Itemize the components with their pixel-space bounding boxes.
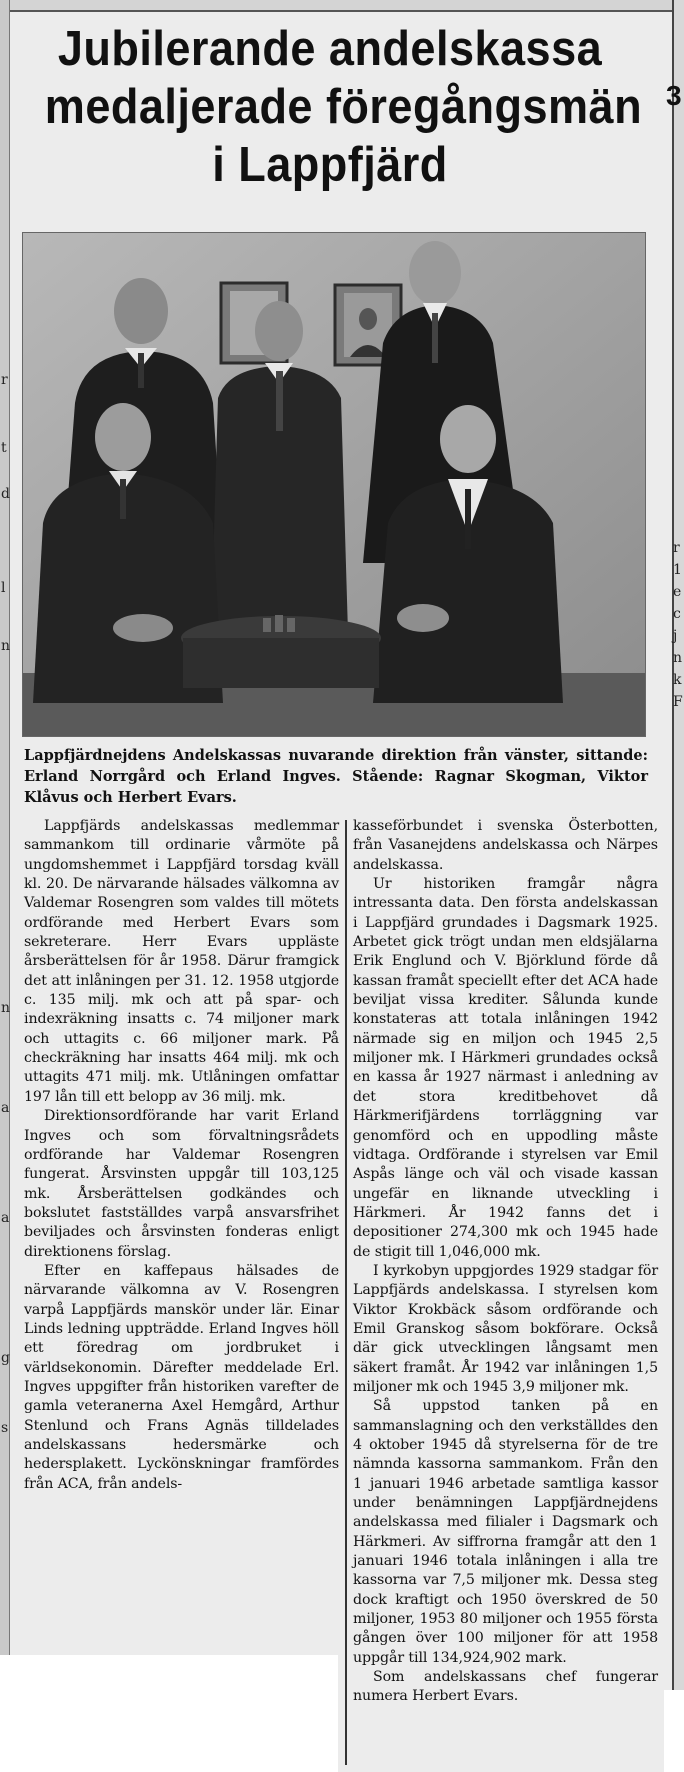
headline-line: Jubilerande andelskassa [57, 22, 603, 76]
right-margin-fragment: c [673, 606, 681, 622]
left-margin-fragment: a [1, 1210, 10, 1226]
left-margin-fragment: t [1, 440, 7, 456]
left-margin-fragment: d [1, 486, 10, 502]
left-margin-fragment: s [1, 1420, 9, 1436]
right-page-edge [672, 0, 684, 1772]
small-table [181, 615, 381, 688]
right-margin-fragment: k [673, 672, 682, 688]
paragraph: Ur historiken framgår några intressanta data. Den första andelskassan i Lappfjärd grundades i Dagsmark 1925. Arbetet gick trögt undan men eldsjälarna Erik Englund och V. Björklund förde då kassan framåt speciellt efter det ACA hade beviljat vissa krediter. Sålunda kunde konstateras att totala inlåningen 1942 närmade sig en miljon och 1945 2,5 miljoner mk. I Härkmeri grundades också en kassa år 1927 närmast i anledning av det stora kreditbehovet då Härkmerifjärdens torrläggning var genomförd och en uppodling måste vidtaga. Ordförande i styrelsen var Emil Aspås länge och väl och visade kassan ungefär en liknande utveckling i Härkmeri. År 1942 fanns det i depositioner 274,300 mk och 1945 hade de stigit till 1,046,000 mk. [353, 876, 658, 1260]
right-margin-fragment: n [673, 650, 683, 666]
headline-line: medaljerade föregångsmän [44, 80, 643, 134]
right-margin-fragment: F [673, 694, 683, 710]
adjacent-page-number: 3 [666, 80, 682, 111]
top-border [0, 0, 684, 12]
headline-line: i Lappfjärd [212, 138, 448, 192]
paragraph: Lappfjärds andelskassas medlemmar sammankom till ordinarie vårmöte på ungdomshemmet i Lappfjärd torsdag kväll kl. 20. De närvarande hälsades välkomna av Valdemar Rosengren som valdes till mötets ordförande med Herbert Evars som sekreterare. Herr Evars uppläste årsberättelsen för år 1958. Därur framgick det att inlåningen per 31. 12. 1958 utgjorde c. 135 milj. mk och att på spar- och indexräkning insatts c. 74 miljoner mark och uttagits c. 66 miljoner mark. På checkräkning har insatts 464 milj. mk och uttagits 471 milj. mk. Utlåningen omfattar 197 lån till ett belopp av 36 milj. mk. [24, 818, 339, 1105]
paragraph: Som andelskassans chef fungerar numera Herbert Evars. [353, 1669, 658, 1705]
right-margin-fragment: 1 [673, 562, 682, 578]
paragraph: Direktionsordförande har varit Erland Ingves och som förvaltningsrådets ordförande har Valdemar Rosengren fungerat. Årsvinsten uppgår till 103,125 mk. Årsberättelsen godkändes och bokslutet fastställdes varpå ansvarsfrihet beviljades och årsvinsten fonderas enligt direktionens förslag. [24, 1108, 339, 1260]
column-divider [345, 820, 347, 1765]
left-column [24, 817, 339, 1494]
left-margin-fragment: g [1, 1350, 10, 1366]
right-margin-fragment: e [673, 584, 682, 600]
paragraph: kasseförbundet i svenska Österbotten, från Vasanejdens andelskassa och Närpes andelskassa. [353, 818, 658, 873]
paragraph: Efter en kaffepaus hälsades de närvarande välkomna av V. Rosengren varpå Lappfjärds manskör under lär. Einar Linds ledning uppträdde. Erland Ingves höll ett föredrag om jordbruket i världsekonomin. Därefter meddelade Erl. Ingves uppgifter från historiken varefter de gamla veteranerna Axel Hemgård, Arthur Stenlund och Frans Agnäs tilldelades andelskassans hedersmärke och hedersplakett. Lyckönskningar framfördes från ACA, från andels- [24, 1262, 339, 1492]
left-margin-fragment: n [1, 638, 11, 654]
paragraph: Så uppstod tanken på en sammanslagning och den verkställdes den 4 oktober 1945 då styrelserna för de tre nämnda kassorna sammankom. Från den 1 januari 1946 arbetade samtliga kassor under benämningen Lappfjärdnejdens andelskassa med filialer i Dagsmark och Härkmeri. Av siffrorna framgår att den 1 januari 1946 totala inlåningen i alla tre kassorna var 7,5 miljoner mk. Dessa steg dock kraftigt och 1950 överskred de 50 miljoner, 1953 80 miljoner och 1955 första gången över 100 miljoner för att 1958 uppgår till 134,924,902 mark. [353, 1398, 658, 1666]
paragraph: I kyrkobyn uppgjordes 1929 stadgar för Lappfjärds andelskassa. I styrelsen kom Viktor Krokbäck såsom ordförande och Emil Granskog såsom bokförare. Också där gick utvecklingen långsamt men säkert framåt. År 1942 var inlåningen 1,5 miljoner mk och 1945 3,9 miljoner mk. [353, 1262, 658, 1395]
right-column [353, 817, 658, 1707]
blank-area [664, 1690, 684, 1772]
left-margin-fragment: r [1, 372, 8, 388]
right-margin-fragment: j [673, 628, 678, 644]
blank-area [0, 1655, 338, 1772]
headline [44, 20, 643, 194]
group-photo [22, 232, 646, 737]
photo-caption: Lappfjärdnejdens Andelskassas nuvarande direktion från vänster, sittande: Erland Norrgård och Erland Ingves. Stående: Ragnar Skogman, Viktor Klåvus och Herbert Evars. [24, 747, 648, 806]
left-margin-fragment: l [1, 580, 6, 596]
right-margin-fragment: r [673, 540, 680, 556]
group-photo-drawing [23, 233, 646, 737]
left-page-edge [0, 0, 10, 1772]
left-margin-fragment: a [1, 1100, 10, 1116]
left-margin-fragment: n [1, 1000, 11, 1016]
